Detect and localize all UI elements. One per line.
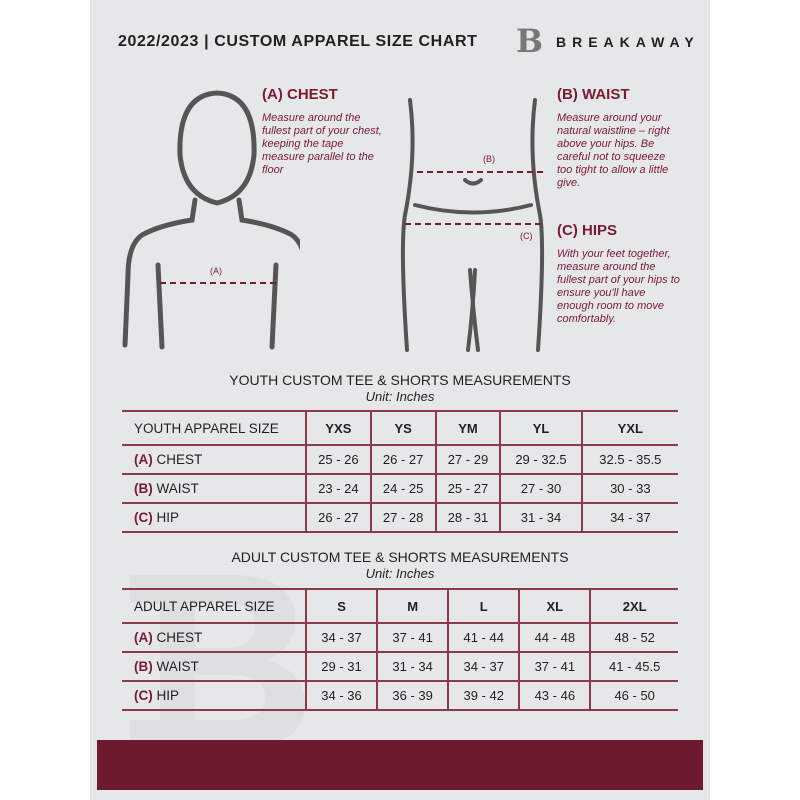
row-code: (C) (134, 510, 153, 525)
chest-description: Measure around the fullest part of your chest, keeping the tape measure parallel to the floor (262, 112, 382, 176)
cell: 43 - 46 (519, 681, 590, 710)
row-name: CHEST (156, 630, 203, 645)
page-title: 2022/2023 | CUSTOM APPAREL SIZE CHART (118, 33, 478, 50)
adult-section-title: ADULT CUSTOM TEE & SHORTS MEASUREMENTS (231, 549, 569, 565)
cell: 41 - 45.5 (590, 652, 678, 681)
size-col: XL (519, 589, 590, 623)
row-name: CHEST (156, 452, 203, 467)
hips-heading: (C) HIPS (557, 222, 617, 239)
waist-heading: (B) WAIST (557, 86, 630, 103)
cell: 25 - 27 (436, 474, 501, 503)
cell: 34 - 36 (306, 681, 377, 710)
cell: 27 - 28 (371, 503, 436, 532)
chest-marker: (A) (210, 266, 222, 276)
cell: 39 - 42 (448, 681, 519, 710)
row-name: WAIST (156, 481, 199, 496)
size-header: YOUTH APPAREL SIZE (122, 411, 306, 445)
cell: 25 - 26 (306, 445, 371, 474)
cell: 31 - 34 (377, 652, 448, 681)
cell: 44 - 48 (519, 623, 590, 652)
row-label (122, 681, 306, 710)
cell: 32.5 - 35.5 (582, 445, 678, 474)
hips-description: With your feet together, measure around the fullest part of your hips to ensure you'll have enough room to move comfortably. (557, 248, 680, 325)
row-label (122, 623, 306, 652)
cell: 27 - 30 (500, 474, 581, 503)
row-label (122, 474, 306, 503)
row-code: (B) (134, 659, 153, 674)
cell: 34 - 37 (306, 623, 377, 652)
hips-marker: (C) (520, 231, 533, 241)
row-name: WAIST (156, 659, 199, 674)
cell: 48 - 52 (590, 623, 678, 652)
cell: 30 - 33 (582, 474, 678, 503)
footer-band (97, 740, 703, 790)
cell: 24 - 25 (371, 474, 436, 503)
table-row (122, 474, 678, 503)
lower-body-illustration (395, 95, 555, 355)
row-code: (C) (134, 688, 153, 703)
table-row (122, 652, 678, 681)
size-col: L (448, 589, 519, 623)
row-code: (A) (134, 452, 153, 467)
cell: 29 - 32.5 (500, 445, 581, 474)
size-header: ADULT APPAREL SIZE (122, 589, 306, 623)
cell: 28 - 31 (436, 503, 501, 532)
cell: 34 - 37 (582, 503, 678, 532)
table-row (122, 623, 678, 652)
size-col: YXS (306, 411, 371, 445)
waist-marker: (B) (483, 154, 495, 164)
cell: 26 - 27 (371, 445, 436, 474)
row-label (122, 445, 306, 474)
row-code: (A) (134, 630, 153, 645)
size-col: M (377, 589, 448, 623)
cell: 29 - 31 (306, 652, 377, 681)
table-header-row (122, 411, 678, 445)
size-col: YM (436, 411, 501, 445)
row-name: HIP (156, 510, 180, 525)
table-row (122, 503, 678, 532)
cell: 23 - 24 (306, 474, 371, 503)
size-col: YXL (582, 411, 678, 445)
size-col: YS (371, 411, 436, 445)
cell: 31 - 34 (500, 503, 581, 532)
table-row (122, 445, 678, 474)
cell: 37 - 41 (519, 652, 590, 681)
row-label (122, 652, 306, 681)
size-col: YL (500, 411, 581, 445)
size-col: 2XL (590, 589, 678, 623)
brand-logo-icon: B (516, 22, 544, 60)
brand-name: BREAKAWAY (556, 34, 700, 50)
adult-size-table (122, 588, 678, 711)
table-row (122, 681, 678, 710)
youth-section-title: YOUTH CUSTOM TEE & SHORTS MEASUREMENTS (229, 372, 571, 388)
row-code: (B) (134, 481, 153, 496)
row-name: HIP (156, 688, 180, 703)
cell: 36 - 39 (377, 681, 448, 710)
adult-unit: Unit: Inches (365, 566, 435, 581)
youth-unit: Unit: Inches (365, 389, 435, 404)
chest-heading: (A) CHEST (262, 86, 338, 103)
cell: 41 - 44 (448, 623, 519, 652)
row-label (122, 503, 306, 532)
table-header-row (122, 589, 678, 623)
waist-description: Measure around your natural waistline – right above your hips. Be careful not to squeeze too tight to allow a little give. (557, 112, 670, 189)
cell: 46 - 50 (590, 681, 678, 710)
cell: 26 - 27 (306, 503, 371, 532)
cell: 37 - 41 (377, 623, 448, 652)
size-col: S (306, 589, 377, 623)
cell: 34 - 37 (448, 652, 519, 681)
youth-size-table (122, 410, 678, 533)
cell: 27 - 29 (436, 445, 501, 474)
